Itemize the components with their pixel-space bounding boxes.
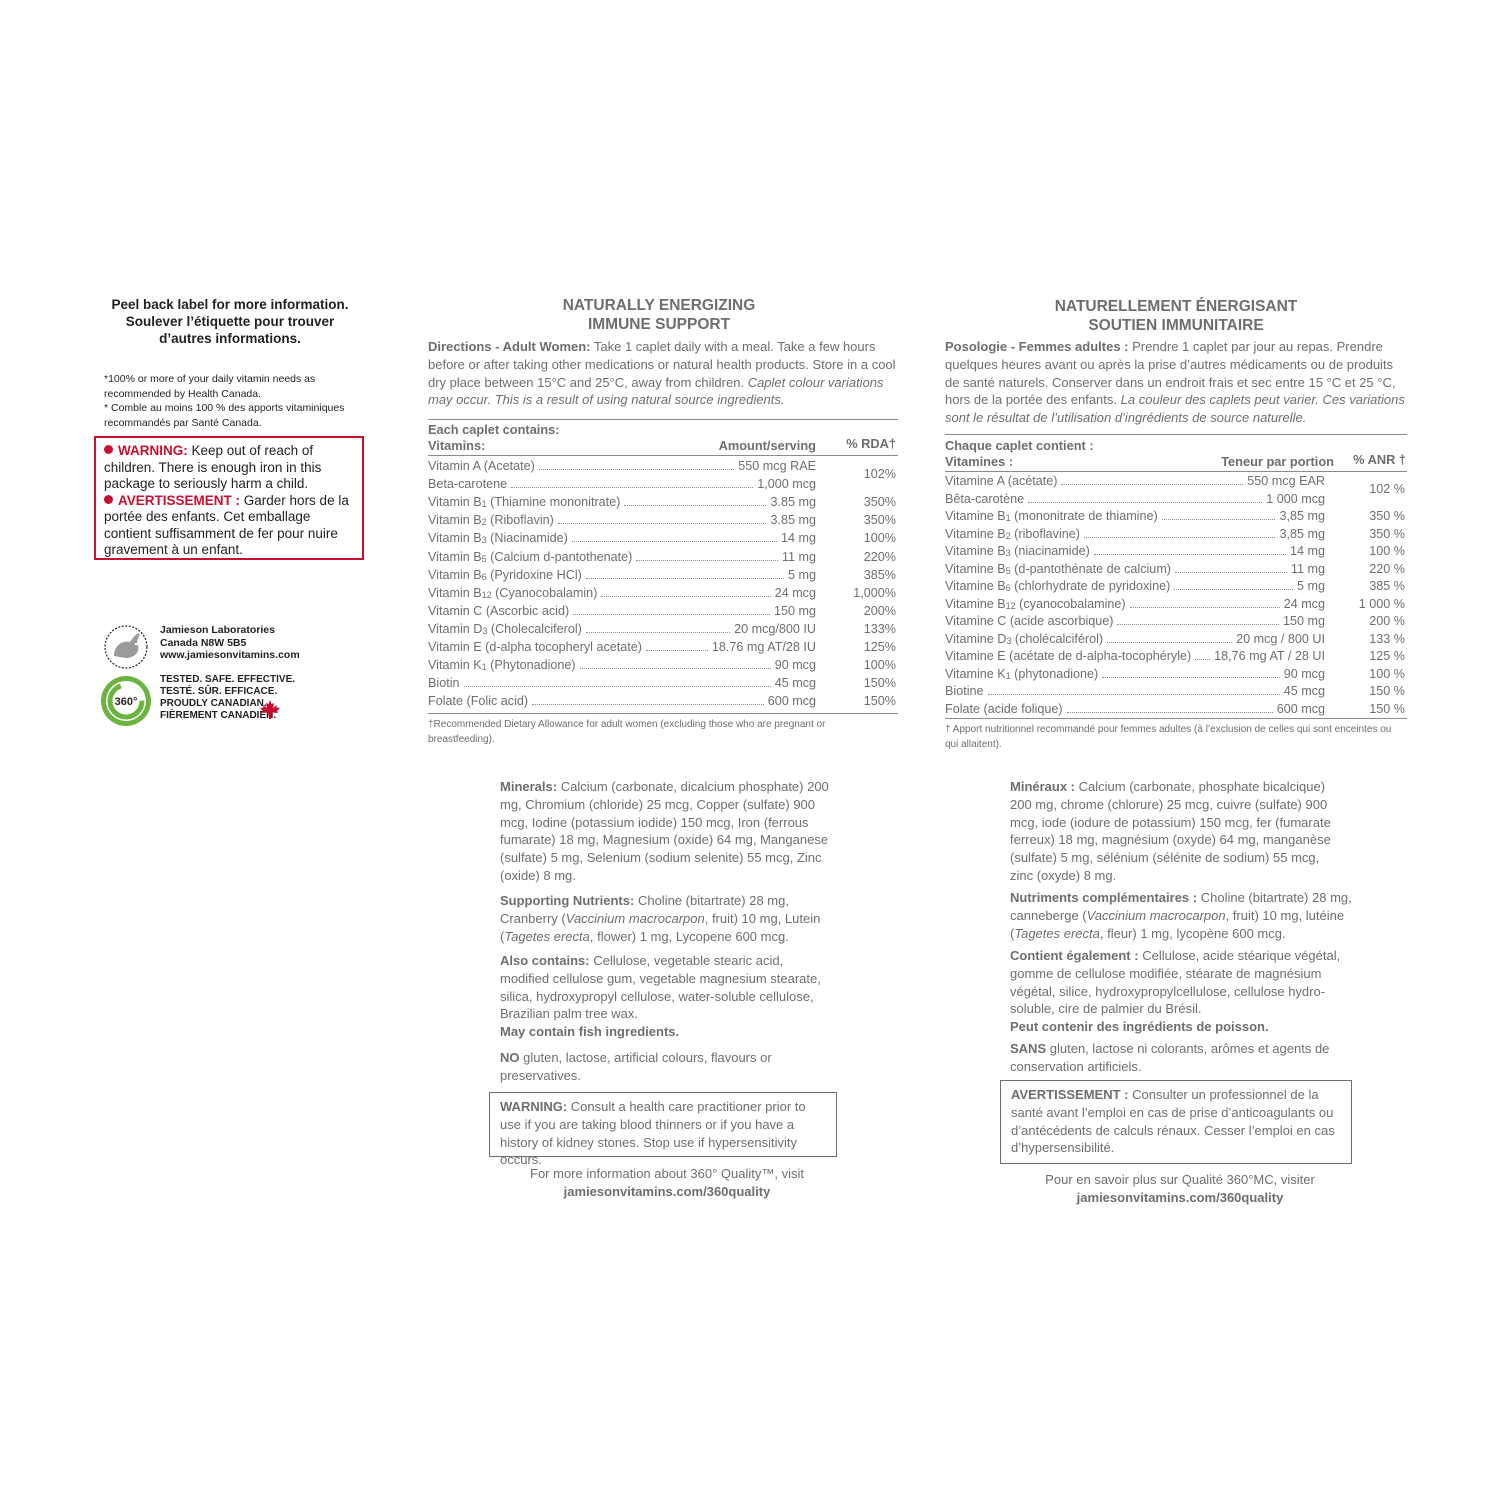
- dot-leader: [1067, 712, 1273, 713]
- vitamin-row: [428, 639, 896, 656]
- fr-table-rule-head: [945, 471, 1407, 472]
- en-minerals-label: Minerals:: [500, 779, 558, 794]
- vitamin-percent: 220 %: [1369, 561, 1405, 576]
- fr-supporting-latin: Vaccinium macrocarpon: [1086, 907, 1226, 923]
- vitamin-percent: 220%: [863, 549, 896, 564]
- vitamin-name: Vitamin $B_{12}$ (Cyanocobalamin): [428, 585, 598, 600]
- dot-leader: [1195, 659, 1210, 660]
- en-no-allergens: [500, 1049, 800, 1085]
- warning-label: WARNING:: [118, 443, 188, 458]
- fr-also-label: Contient également :: [1010, 948, 1139, 963]
- vitamin-percent: 125 %: [1369, 649, 1405, 663]
- fr-minerals-text: Calcium (carbonate, phosphate bicalcique) 200 mg, chrome (chlorure) 25 mcg, cuivre (sulfate) 900 mcg, iode (iodure de potassium) 150 mcg, fer (fumarate ferreux) 18 mg, magnésium (oxyde) 64 mg, manganèse (sulfate) 5 mg, sélénium (sélénite de sodium) 55 mcg, zinc (oxyde) 8 mg.: [1010, 779, 1331, 883]
- vitamin-name: Folate (Folic acid): [428, 694, 529, 709]
- fr-col-vitamins: Vitamines :: [945, 454, 1014, 469]
- en-supporting-label: Supporting Nutrients:: [500, 893, 635, 908]
- en-more-info: [489, 1165, 845, 1201]
- vitamin-row: [428, 585, 896, 602]
- vitamin-amount: 150 mg: [773, 603, 816, 618]
- vitamin-name: Vitamin $B_6$ (Pyridoxine HCl): [428, 567, 582, 582]
- iron-warning-en: [104, 443, 354, 493]
- vitamin-row: [428, 621, 896, 638]
- vitamin-name: Vitamin $K_1$ (Phytonadione): [428, 658, 576, 673]
- dot-leader: [1094, 554, 1286, 555]
- vitamin-amount: 20 mcg / 800 UI: [1236, 631, 1325, 646]
- en-table-rule-head: [428, 455, 898, 456]
- vitamin-percent: 150 %: [1369, 701, 1405, 716]
- fr-minerals: [1010, 778, 1340, 885]
- fr-no-allergens: [1010, 1040, 1330, 1076]
- warning-text: Keep out of reach of children. There is enough iron in this package to seriously harm a child.: [104, 443, 322, 491]
- vitamin-name: Vitamine A (acétate): [945, 474, 1058, 488]
- vitamin-amount: 1,000 mcg: [757, 477, 816, 492]
- dot-leader: [646, 650, 708, 651]
- dot-leader: [1028, 502, 1262, 503]
- en-directions-text: Take 1 caplet daily with a meal. Take a few hours before or after taking other medications or natural health products. Store in a cool dry place between 15°C and 25°C, away from children.: [428, 339, 896, 390]
- svg-text:360°: 360°: [114, 696, 138, 708]
- dot-leader: [1162, 519, 1276, 520]
- vitamin-percent: 350 %: [1369, 509, 1405, 523]
- vitamin-percent: 1,000%: [853, 585, 896, 600]
- maple-leaf-icon: [258, 698, 282, 722]
- vitamin-amount: 550 mcg RAE: [738, 459, 816, 473]
- vitamin-name: Vitamin E (d-alpha tocopheryl acetate): [428, 640, 642, 654]
- fr-title-line2: SOUTIEN IMMUNITAIRE: [1088, 317, 1264, 334]
- no-animal-testing-icon: [100, 622, 152, 672]
- vitamin-amount: 20 mcg/800 IU: [734, 621, 816, 636]
- daily-needs-note: [104, 372, 366, 430]
- vitamin-name: Vitamin $B_2$ (Riboflavin): [428, 513, 554, 528]
- note-line: recommandés par Santé Canada.: [104, 416, 262, 429]
- dot-leader: [624, 505, 766, 506]
- en-warning-text: Consult a health care practitioner prior to use if you are taking blood thinners or if you have a history of kidney stones. Stop use if hypersensitivity occurs.: [500, 1099, 806, 1168]
- dot-leader: [1175, 572, 1287, 573]
- fr-warning-label: AVERTISSEMENT :: [1011, 1087, 1129, 1102]
- dot-leader: [601, 596, 770, 597]
- vitamin-amount: 550 mcg EAR: [1247, 474, 1325, 488]
- vitamin-amount: 14 mg: [780, 531, 816, 546]
- en-warning-label: WARNING:: [500, 1099, 568, 1114]
- dot-leader: [1102, 677, 1279, 678]
- en-title-line1: NATURALLY ENERGIZING: [562, 297, 756, 314]
- fr-warning-text: Consulter un professionnel de la santé avant l’emploi en cas de prise d’anticoagulants ou d’antécédents de calculs rénaux. Cesser l’emploi en cas d’hypersensibilité.: [1011, 1087, 1335, 1156]
- vitamin-percent: 100%: [863, 658, 896, 673]
- vitamin-percent: 133%: [863, 621, 896, 636]
- iron-warning-box: [94, 436, 364, 560]
- vitamin-amount: 14 mg: [1289, 544, 1325, 558]
- fr-minerals-label: Minéraux :: [1010, 779, 1076, 794]
- claim-line: FIÈREMENT CANADIEN.: [160, 710, 277, 721]
- en-more-text: For more information about 360° Quality™, visit: [530, 1166, 804, 1181]
- en-minerals-text: Calcium (carbonate, dicalcium phosphate) 200 mg, Chromium (chloride) 25 mcg, Copper (sulfate) 900 mcg, Iodine (potassium iodide) 150 mcg, Iron (ferrous fumarate) 18 mg, Magnesium (oxide) 64 mg, Manganese (sulfate) 5 mg, Selenium (sodium selenite) 55 mcg, Zinc (oxide) 8 mg.: [500, 779, 829, 883]
- lab-name: Jamieson Laboratories: [160, 624, 275, 636]
- en-col-rda: % RDA†: [846, 436, 896, 451]
- quality-360-seal-icon: [100, 675, 152, 727]
- vitamin-percent: 385%: [863, 567, 896, 582]
- vitamin-amount: 24 mcg: [774, 585, 816, 600]
- vitamin-name: Vitamine $B_1$ (mononitrate de thiamine): [945, 509, 1158, 523]
- dot-leader: [573, 614, 770, 615]
- dot-leader: [636, 560, 778, 561]
- bullet-icon: [104, 495, 113, 504]
- vitamin-name: Vitamine $B_3$ (niacinamide): [945, 544, 1090, 558]
- fr-no-text: gluten, lactose ni colorants, arômes et agents de conservation artificiels.: [1010, 1041, 1330, 1074]
- dot-leader: [532, 704, 764, 705]
- fr-supporting-label: Nutriments complémentaires :: [1010, 890, 1198, 905]
- vitamin-row: [428, 603, 896, 620]
- vitamin-name: Vitamine $B_2$ (riboflavine): [945, 526, 1080, 541]
- en-also-text: Cellulose, vegetable stearic acid, modified cellulose gum, vegetable magnesium stearate, silica, hydroxypropyl cellulose, water-soluble cellulose, Brazilian palm tree wax.: [500, 953, 821, 1022]
- vitamin-row: [428, 549, 896, 566]
- fr-supporting-latin: Tagetes erecta: [1014, 925, 1100, 941]
- vitamin-name: Vitamine $D_3$ (cholécalciférol): [945, 631, 1104, 646]
- vitamin-name: Vitamin C (Ascorbic acid): [428, 603, 570, 618]
- claim-line: PROUDLY CANADIAN.: [160, 698, 267, 709]
- dot-leader: [1130, 607, 1280, 608]
- en-supporting-latin: Tagetes erecta: [504, 928, 590, 944]
- vitamin-percent: 133 %: [1369, 631, 1405, 646]
- vitamin-row: [945, 561, 1405, 578]
- vitamin-a-percent: [428, 466, 896, 483]
- vitamin-name: Vitamine $B_6$ (chlorhydrate de pyridoxine): [945, 579, 1171, 593]
- claim-line: TESTED. SAFE. EFFECTIVE.: [160, 674, 296, 685]
- fr-more-text: Pour en savoir plus sur Qualité 360°MC, visiter: [1045, 1172, 1315, 1187]
- peel-line: Peel back label for more information.: [111, 297, 349, 312]
- note-line: recommended by Health Canada.: [104, 387, 262, 400]
- vitamin-name: Vitamin $D_3$ (Cholecalciferol): [428, 621, 582, 636]
- vitamin-name: Vitamine $B_5$ (d-pantothénate de calcium): [945, 561, 1171, 576]
- lab-website: www.jamiesonvitamins.com: [160, 649, 300, 661]
- vitamin-amount: 11 mg: [1290, 561, 1325, 576]
- vitamin-amount: 5 mg: [788, 567, 816, 582]
- bullet-icon: [104, 445, 113, 454]
- peel-line: d’autres informations.: [159, 331, 301, 346]
- dot-leader: [511, 487, 753, 488]
- en-minerals: [500, 778, 832, 885]
- fr-warning-box: [1000, 1080, 1352, 1164]
- en-supporting-text: , flower) 1 mg, Lycopene 600 mcg.: [589, 928, 789, 944]
- fr-supporting-nutrients: [1010, 889, 1355, 942]
- fr-title: [945, 297, 1407, 335]
- vitamin-percent: 150%: [863, 694, 896, 709]
- vitamin-row: [945, 578, 1405, 595]
- vitamin-row: [428, 530, 896, 547]
- en-directions-label: Directions - Adult Women:: [428, 339, 591, 354]
- vitamin-row: [945, 508, 1405, 525]
- dot-leader: [988, 694, 1280, 695]
- vitamin-percent: 350 %: [1369, 526, 1405, 541]
- vitamin-row: [428, 693, 896, 710]
- vitamin-amount: 600 mcg: [767, 694, 816, 709]
- dot-leader: [558, 523, 767, 524]
- dot-leader: [464, 686, 771, 687]
- peel-back-note: [100, 296, 360, 347]
- vitamin-row: [428, 494, 896, 511]
- fr-col-anr: % ANR †: [1353, 452, 1406, 467]
- vitamin-amount: 150 mg: [1282, 614, 1325, 628]
- vitamin-amount: 24 mcg: [1283, 596, 1325, 611]
- fr-table-rule-bottom: [945, 718, 1407, 719]
- en-no-text: gluten, lactose, artificial colours, flavours or preservatives.: [500, 1050, 772, 1083]
- vitamin-percent: 150%: [863, 676, 896, 691]
- vitamin-amount: 3,85 mg: [1279, 509, 1325, 523]
- vitamin-amount: 90 mcg: [774, 658, 816, 673]
- vitamin-row: [428, 512, 896, 529]
- avertissement-text: Garder hors de la portée des enfants. Cet emballage contient suffisamment de fer pour nuire gravement à un enfant.: [104, 492, 349, 557]
- vitamin-amount: 90 mcg: [1283, 666, 1325, 681]
- vitamin-name: Vitamine E (acétate de d-alpha-tocophéryle): [945, 649, 1192, 663]
- vitamin-name: Biotin: [428, 676, 460, 691]
- en-supporting-latin: Vaccinium macrocarpon: [565, 910, 705, 926]
- vitamin-name: Vitamine C (acide ascorbique): [945, 614, 1114, 628]
- claim-line: TESTÉ. SÛR. EFFICACE.: [160, 686, 278, 697]
- en-no-label: NO: [500, 1050, 520, 1065]
- vitamin-name: Vitamine $K_1$ (phytonadione): [945, 666, 1099, 681]
- vitamin-row: [428, 567, 896, 584]
- fr-no-label: SANS: [1010, 1041, 1047, 1056]
- dot-leader: [1117, 624, 1279, 625]
- vitamin-amount: 18.76 mg AT/28 IU: [711, 640, 816, 654]
- vitamin-percent: 100 %: [1369, 666, 1405, 681]
- en-col-amount: Amount/serving: [718, 438, 816, 453]
- peel-line: Soulever l’étiquette pour trouver: [125, 314, 335, 329]
- fr-title-line1: NATURELLEMENT ÉNERGISANT: [1054, 298, 1298, 315]
- fr-supporting-text: , fruit) 10 mg, lutéine (: [1010, 907, 1345, 941]
- vitamin-percent: 100%: [863, 531, 896, 546]
- vitamin-percent: 200 %: [1369, 614, 1405, 628]
- fr-table-rule-top: [945, 434, 1407, 435]
- lab-address: [160, 624, 300, 662]
- en-title-line2: IMMUNE SUPPORT: [587, 316, 731, 333]
- fr-also-contains: [1010, 947, 1342, 1036]
- dot-leader: [580, 668, 771, 669]
- en-url-link[interactable]: jamiesonvitamins.com/360quality: [563, 1184, 771, 1199]
- en-directions-italic: Caplet colour variations may occur. This is a result of using natural source ingredients.: [428, 374, 884, 408]
- vitamin-amount: 11 mg: [781, 549, 816, 564]
- en-col-vitamins: Vitamins:: [428, 438, 486, 453]
- vitamin-amount: 3.85 mg: [770, 495, 816, 510]
- fr-more-info: [990, 1171, 1370, 1207]
- en-also-contains: [500, 952, 832, 1041]
- fr-directions-italic: La couleur des caplets peut varier. Ces variations sont le résultat de l’utilisation d’ingrédients de source naturelle.: [945, 392, 1405, 426]
- vitamin-amount: 18,76 mg AT / 28 UI: [1214, 649, 1325, 663]
- vitamin-row: [945, 543, 1405, 560]
- vitamin-amount: 1 000 mcg: [1266, 491, 1325, 506]
- en-table-rule-top: [428, 419, 898, 420]
- vitamin-amount: 3.85 mg: [770, 513, 816, 528]
- en-warning-box: [489, 1092, 837, 1168]
- vitamin-name: Biotine: [945, 684, 984, 698]
- fr-directions-text: Prendre 1 caplet par jour au repas. Prendre quelques heures avant ou après la prise d’autres médicaments ou de produits de santé naturels. Conserver dans un endroit frais et sec entre 15 °C et 25 °C, hors de la portée des enfants.: [945, 339, 1396, 408]
- avertissement-label: AVERTISSEMENT :: [118, 492, 241, 508]
- vitamin-percent: 102 %: [1369, 482, 1405, 496]
- note-line: *100% or more of your daily vitamin needs as: [104, 373, 316, 385]
- dot-leader: [1174, 589, 1293, 590]
- fr-url-link[interactable]: jamiesonvitamins.com/360quality: [1076, 1190, 1284, 1205]
- vitamin-row: [945, 613, 1405, 630]
- dot-leader: [586, 578, 784, 579]
- fr-directions: [945, 338, 1407, 427]
- fr-footnote: † Apport nutritionnel recommandé pour femmes adultes (à l’exclusion de celles qui sont enceintes ou qui allaitent).: [945, 724, 1392, 750]
- vitamin-percent: 350%: [863, 513, 896, 528]
- en-table-head: Each caplet contains:: [428, 422, 560, 437]
- en-table-rule-bottom: [428, 713, 898, 714]
- dot-leader: [1107, 642, 1232, 643]
- vitamin-percent: 125%: [863, 640, 896, 654]
- vitamin-row: [945, 648, 1405, 665]
- vitamin-name: Vitamin $B_1$ (Thiamine mononitrate): [428, 495, 621, 510]
- fr-table-head: Chaque caplet contient :: [945, 438, 1094, 453]
- vitamin-amount: 45 mcg: [774, 676, 816, 691]
- vitamin-amount: 3,85 mg: [1279, 526, 1325, 541]
- vitamin-percent: 200%: [863, 603, 896, 618]
- vitamin-amount: 600 mcg: [1276, 701, 1325, 716]
- lab-city: Canada N8W 5B5: [160, 636, 247, 649]
- vitamin-amount: 5 mg: [1297, 579, 1325, 593]
- iron-warning-fr: [104, 493, 354, 559]
- vitamin-percent: 385 %: [1369, 579, 1405, 593]
- vitamin-row: [945, 683, 1405, 700]
- fr-directions-label: Posologie - Femmes adultes :: [945, 339, 1129, 354]
- vitamin-row: [945, 526, 1405, 543]
- vitamin-percent: 102%: [863, 467, 896, 481]
- vitamin-amount: 45 mcg: [1283, 684, 1325, 698]
- dot-leader: [586, 632, 730, 633]
- en-also-label: Also contains:: [500, 953, 590, 968]
- vitamin-row: [428, 657, 896, 674]
- fr-col-amount: Teneur par portion: [1221, 454, 1334, 469]
- vitamin-percent: 100 %: [1369, 544, 1405, 558]
- vitamin-row: [428, 675, 896, 692]
- fr-fish-note: Peut contenir des ingrédients de poisson.: [1010, 1019, 1269, 1035]
- vitamin-percent: 350%: [863, 495, 896, 510]
- vitamin-percent: 150 %: [1369, 684, 1405, 698]
- note-line: * Comble au moins 100 % des apports vitaminiques: [104, 402, 345, 414]
- en-footnote: †Recommended Dietary Allowance for adult women (excluding those who are pregnant or breastfeeding).: [428, 719, 826, 745]
- en-directions: [428, 338, 898, 409]
- dot-leader: [572, 541, 777, 542]
- vitamin-name: Vitamin $B_5$ (Calcium d-pantothenate): [428, 549, 633, 564]
- vitamin-name: Folate (acide folique): [945, 701, 1063, 716]
- vitamin-row: [945, 596, 1405, 613]
- vitamin-row: [945, 701, 1405, 718]
- vitamin-name: Bêta-carotène: [945, 491, 1025, 506]
- vitamin-percent: 1 000 %: [1358, 596, 1405, 611]
- fr-also-text: Cellulose, acide stéarique végétal, gomme de cellulose modifiée, stéarate de magnésium végétal, silice, hydroxypropylcellulose, cellulose hydro-soluble, cire de palmier du Brésil.: [1010, 948, 1341, 1017]
- en-title: [428, 296, 890, 334]
- fr-supporting-text: Choline (bitartrate) 28 mg, canneberge (: [1010, 890, 1352, 923]
- vitamin-name: Vitamin A (Acetate): [428, 459, 535, 473]
- en-supporting-text: , fruit) 10 mg, Lutein (: [500, 910, 821, 944]
- dot-leader: [1084, 537, 1276, 538]
- en-supporting-nutrients: [500, 892, 832, 945]
- en-supporting-text: Choline (bitartrate) 28 mg, Cranberry (: [500, 893, 789, 926]
- fr-supporting-text: , fleur) 1 mg, lycopène 600 mcg.: [1099, 925, 1286, 941]
- vitamin-row: [945, 666, 1405, 683]
- vitamin-name: Vitamine $B_{12}$ (cyanocobalamine): [945, 596, 1126, 611]
- vitamin-name: Vitamin $B_3$ (Niacinamide): [428, 531, 568, 546]
- en-fish-note: May contain fish ingredients.: [500, 1024, 680, 1040]
- vitamin-name: Beta-carotene: [428, 477, 508, 492]
- vitamin-row: [945, 631, 1405, 648]
- vitamin-a-percent: [945, 481, 1405, 498]
